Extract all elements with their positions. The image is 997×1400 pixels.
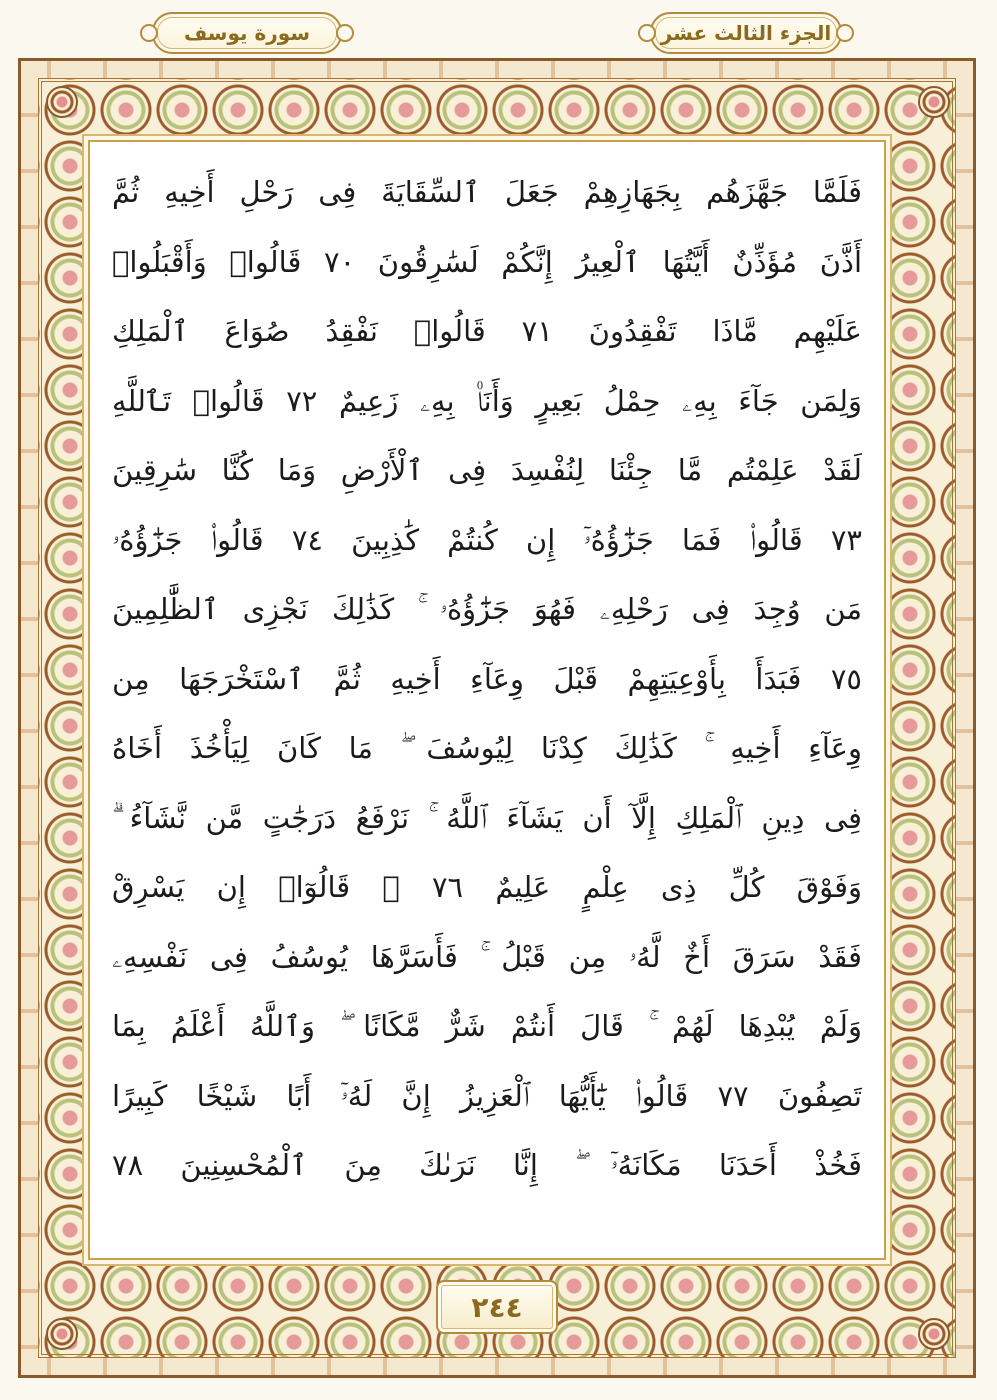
verse-line: ٧٥ فَبَدَأَ بِأَوْعِيَتِهِمْ قَبْلَ وِعَآءِ أَخِيهِ ثُمَّ ٱسْتَخْرَجَهَا مِن (112, 661, 862, 696)
juz-title: الجزء الثالث عشر (650, 12, 842, 54)
corner-rosette-icon (918, 1318, 950, 1350)
corner-rosette-icon (46, 1318, 78, 1350)
page-number: ٢٤٤ (436, 1280, 558, 1334)
verse-line: ٧٣ قَالُوا۟ فَمَا جَزَٰٓؤُهُۥٓ إِن كُنتُمْ كَٰذِبِينَ ٧٤ قَالُوا۟ جَزَٰٓؤُهُۥ (112, 522, 862, 557)
verse-line: عَلَيْهِم مَّاذَا تَفْقِدُونَ ٧١ قَالُوا۟ نَفْقِدُ صُوَاعَ ٱلْمَلِكِ (112, 314, 862, 348)
verse-line: فِى دِينِ ٱلْمَلِكِ إِلَّآ أَن يَشَآءَ ٱللَّهُ ۚ نَرْفَعُ دَرَجَٰتٍ مَّن نَّشَآءُ ۗ (112, 800, 862, 835)
verse-line: لَقَدْ عَلِمْتُم مَّا جِئْنَا لِنُفْسِدَ فِى ٱلْأَرْضِ وَمَا كُنَّا سَٰرِقِينَ (112, 453, 862, 487)
verse-line: أَذَّنَ مُؤَذِّنٌ أَيَّتُهَا ٱلْعِيرُ إِنَّكُمْ لَسَٰرِقُونَ ٧٠ قَالُوا۟ وَأَقْبَلُوا۟ (112, 244, 862, 279)
verse-line: فَقَدْ سَرَقَ أَخٌ لَّهُۥ مِن قَبْلُ ۚ فَأَسَرَّهَا يُوسُفُ فِى نَفْسِهِۦ (112, 939, 862, 974)
verse-line: مَن وُجِدَ فِى رَحْلِهِۦ فَهُوَ جَزَٰٓؤُهُۥ ۚ كَذَٰلِكَ نَجْزِى ٱلظَّٰلِمِينَ (112, 592, 862, 626)
verse-line: وَلَمْ يُبْدِهَا لَهُمْ ۚ قَالَ أَنتُمْ شَرٌّ مَّكَانًا ۖ وَٱللَّهُ أَعْلَمُ بِمَا (112, 1009, 862, 1043)
verses-panel (88, 140, 886, 1260)
corner-rosette-icon (918, 86, 950, 118)
verse-line: فَخُذْ أَحَدَنَا مَكَانَهُۥٓ ۖ إِنَّا نَرَىٰكَ مِنَ ٱلْمُحْسِنِينَ ٧٨ (112, 1148, 862, 1182)
verse-line: وِعَآءِ أَخِيهِ ۚ كَذَٰلِكَ كِدْنَا لِيُوسُفَ ۖ مَا كَانَ لِيَأْخُذَ أَخَاهُ (112, 731, 862, 765)
surah-title: سورة يوسف (152, 12, 342, 54)
verse-line: تَصِفُونَ ٧٧ قَالُوا۟ يَٰٓأَيُّهَا ٱلْعَزِيزُ إِنَّ لَهُۥٓ أَبًا شَيْخًا كَبِيرًا (112, 1078, 862, 1113)
corner-rosette-icon (46, 86, 78, 118)
verse-line: وَفَوْقَ كُلِّ ذِى عِلْمٍ عَلِيمٌ ٧٦ ۞ قَالُوٓا۟ إِن يَسْرِقْ (112, 870, 862, 904)
verse-line: وَلِمَن جَآءَ بِهِۦ حِمْلُ بَعِيرٍ وَأَنَا۠ بِهِۦ زَعِيمٌ ٧٢ قَالُوا۟ تَٱللَّهِ (112, 383, 862, 418)
verse-line: فَلَمَّا جَهَّزَهُم بِجَهَازِهِمْ جَعَلَ ٱلسِّقَايَةَ فِى رَحْلِ أَخِيهِ ثُمَّ (112, 175, 862, 209)
